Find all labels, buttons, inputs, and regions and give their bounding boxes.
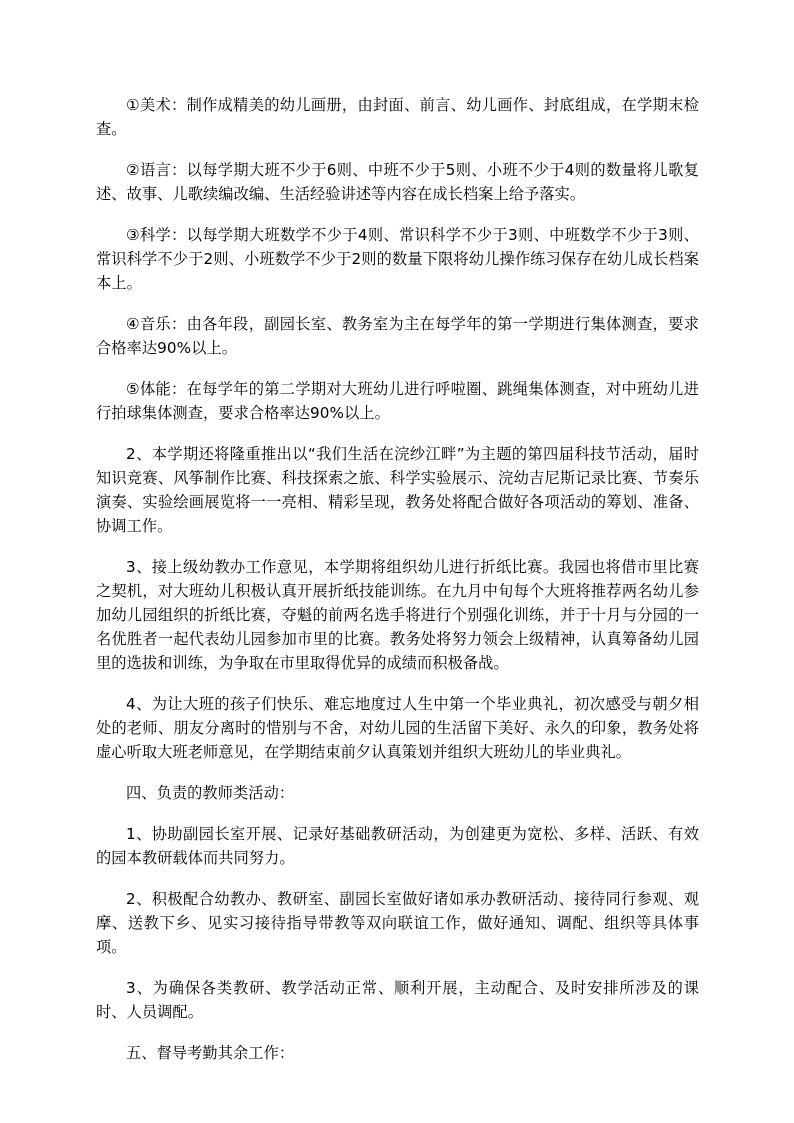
paragraph-music: ④音乐：由各年段，副园长室、教务室为主在每学年的第一学期进行集体测查，要求合格率达90%以上。 bbox=[96, 315, 699, 357]
section-heading-5: 五、督导考勤其余工作： bbox=[126, 1044, 295, 1062]
document-body bbox=[96, 93, 699, 1082]
paragraph-teacher-1: 1、协助副园长室开展、记录好基础教研活动，为创建更为宽松、多样、活跃、有效的园本教研载体而共同努力。 bbox=[96, 825, 699, 867]
paragraph-item-2: 2、本学期还将隆重推出以“我们生活在浣纱江畔”为主题的第四届科技节活动，届时知识竞赛、风筝制作比赛、科技探索之旅、科学实验展示、浣幼吉尼斯记录比赛、节奏乐演奏、实验绘画展览将一一亮相、精彩呈现，教务处将配合做好各项活动的筹划、准备、协调工作。 bbox=[96, 445, 699, 535]
paragraph-language: ②语言：以每学期大班不少于6则、中班不少于5则、小班不少于4则的数量将儿歌复述、故事、儿歌续编改编、生活经验讲述等内容在成长档案上给予落实。 bbox=[96, 161, 699, 203]
paragraph-physical: ⑤体能：在每学年的第二学期对大班幼儿进行呼啦圈、跳绳集体测查，对中班幼儿进行拍球集体测查，要求合格率达90%以上。 bbox=[96, 380, 699, 422]
paragraph-teacher-2: 2、积极配合幼教办、教研室、副园长室做好诸如承办教研活动、接待同行参观、观摩、送教下乡、见实习接待指导带教等双向联谊工作，做好通知、调配、组织等具体事项。 bbox=[96, 890, 699, 956]
paragraph-item-4: 4、为让大班的孩子们快乐、难忘地度过人生中第一个毕业典礼，初次感受与朝夕相处的老师、朋友分离时的惜别与不舍，对幼儿园的生活留下美好、永久的印象，教务处将虚心听取大班老师意见，在学期结束前夕认真策划并组织大班幼儿的毕业典礼。 bbox=[96, 695, 699, 761]
paragraph-art: ①美术：制作成精美的幼儿画册，由封面、前言、幼儿画作、封底组成，在学期末检查。 bbox=[96, 96, 699, 138]
paragraph-science: ③科学：以每学期大班数学不少于4则、常识科学不少于3则、中班数学不少于3则、常识科学不少于2则、小班数学不少于2则的数量下限将幼儿操作练习保存在幼儿成长档案本上。 bbox=[96, 226, 699, 292]
paragraph-teacher-3: 3、为确保各类教研、教学活动正常、顺利开展，主动配合、及时安排所涉及的课时、人员调配。 bbox=[96, 979, 699, 1021]
section-heading-4: 四、负责的教师类活动： bbox=[126, 784, 295, 802]
paragraph-item-3: 3、接上级幼教办工作意见，本学期将组织幼儿进行折纸比赛。我园也将借市里比赛之契机，对大班幼儿积极认真开展折纸技能训练。在九月中旬每个大班将推荐两名幼儿参加幼儿园组织的折纸比赛，夺魁的前两名选手将进行个别强化训练，并于十月与分园的一名优胜者一起代表幼儿园参加市里的比赛。教务处将努力领会上级精神，认真筹备幼儿园里的选拔和训练，为争取在市里取得优异的成绩而积极备战。 bbox=[96, 558, 699, 672]
